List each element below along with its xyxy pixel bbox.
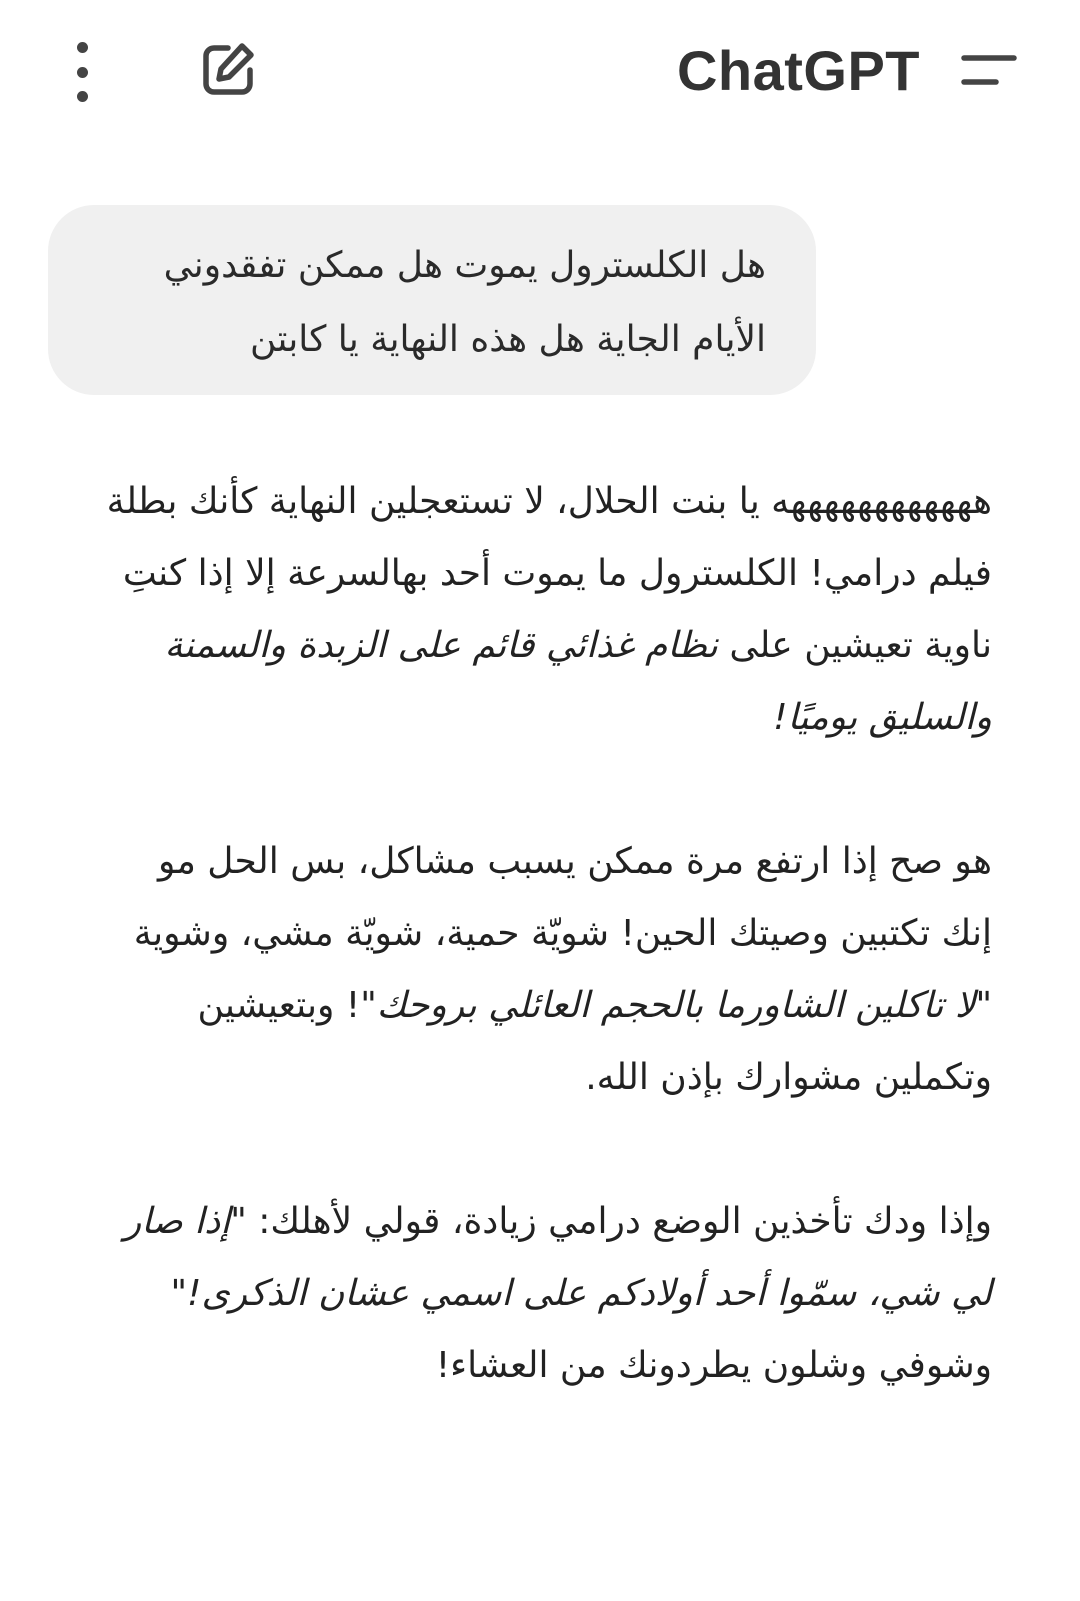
assistant-p3-emphasis: إذا صار لي شي، سمّوا أحد أولادكم على اسمي عشان الذكرى! — [123, 1201, 992, 1314]
user-message-line-2: الأيام الجاية هل هذه النهاية يا كابتن — [249, 319, 766, 360]
assistant-p2-emphasis: لا تاكلين الشاورما بالحجم العائلي بروحك — [376, 985, 976, 1026]
edit-icon — [198, 40, 258, 100]
more-options-button[interactable] — [60, 36, 104, 108]
sidebar-toggle-button[interactable] — [960, 50, 1018, 90]
user-message-line-1: هل الكلسترول يموت هل ممكن تفقدوني — [163, 245, 766, 286]
assistant-p3-text-b: " وشوفي وشلون يطردونك من العشاء! — [170, 1273, 992, 1386]
user-message-bubble — [48, 205, 816, 395]
assistant-p2-text-b: "! وبتعيشين وتكملين مشوارك بإذن الله. — [197, 985, 992, 1098]
more-vertical-icon-dot-3 — [77, 91, 88, 102]
top-app-bar — [0, 0, 1080, 140]
menu-icon — [960, 50, 1018, 90]
assistant-p2-text-a: هو صح إذا ارتفع مرة ممكن يسبب مشاكل، بس الحل مو إنك تكتبين وصيتك الحين! شويّة حمية، شويّة مشي، وشوية " — [133, 841, 992, 1026]
more-vertical-icon — [77, 42, 88, 53]
app-title[interactable]: ChatGPT — [676, 39, 920, 102]
assistant-paragraph-3 — [100, 1186, 992, 1402]
assistant-p1-emphasis: نظام غذائي قائم على الزبدة والسمنة والسليق يوميًا! — [164, 625, 992, 738]
assistant-message — [100, 466, 992, 1474]
assistant-paragraph-2 — [100, 826, 992, 1114]
assistant-paragraph-1 — [100, 466, 992, 754]
more-vertical-icon-dot-2 — [77, 67, 88, 78]
assistant-p1-text: ههههههههههههه يا بنت الحلال، لا تستعجلين النهاية كأنك بطلة فيلم درامي! الكلسترول ما يموت أحد بهالسرعة إلا إذا كنتِ ناوية تعيشين على — [106, 481, 992, 666]
new-chat-button[interactable] — [198, 40, 258, 100]
assistant-p3-text-a: وإذا ودك تأخذين الوضع درامي زيادة، قولي لأهلك: " — [230, 1201, 992, 1242]
